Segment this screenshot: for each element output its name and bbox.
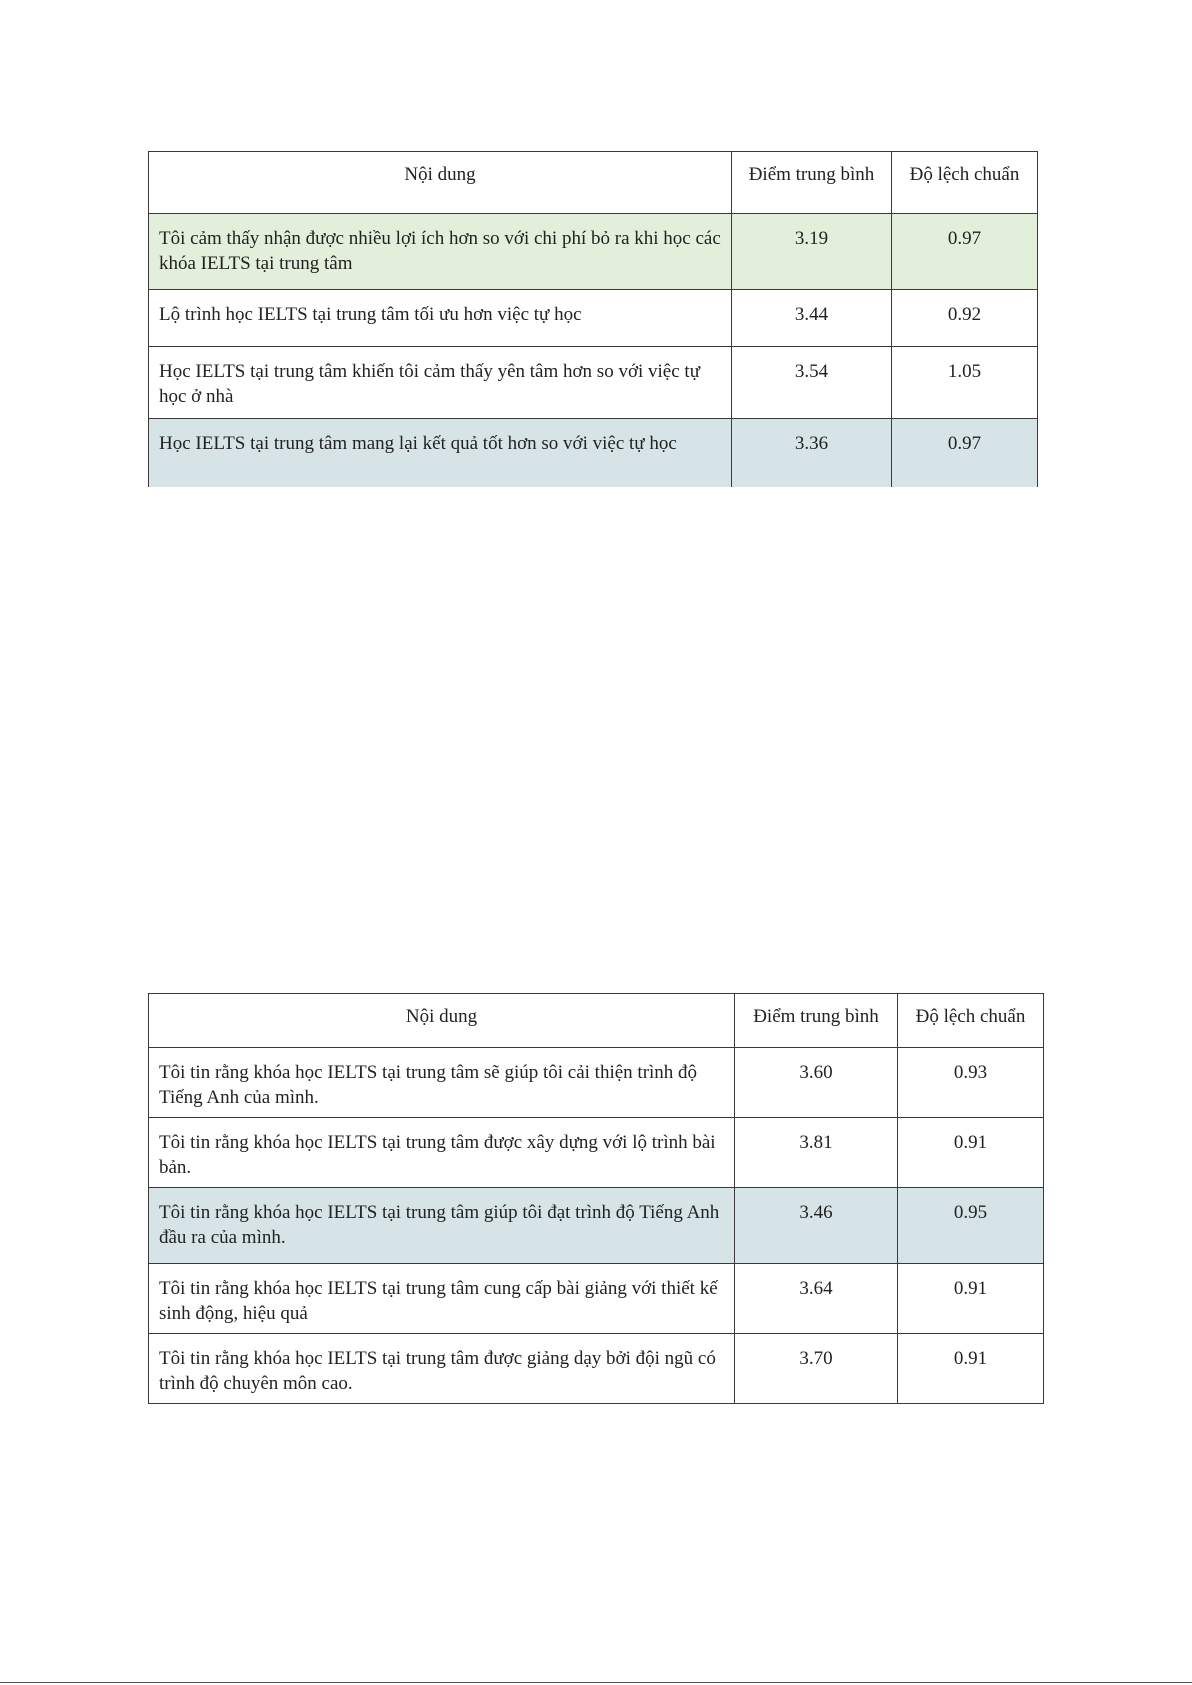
row-content: Tôi cảm thấy nhận được nhiều lợi ích hơn so với chi phí bỏ ra khi học các khóa IELTS tại trung tâm: [149, 214, 732, 290]
table-header-row: [149, 152, 1038, 214]
header-content: Nội dung: [149, 152, 732, 214]
row-content: Tôi tin rằng khóa học IELTS tại trung tâm được xây dựng với lộ trình bài bản.: [149, 1118, 735, 1188]
table-row: [149, 290, 1038, 347]
row-sd: 0.97: [892, 419, 1038, 487]
row-sd: 0.97: [892, 214, 1038, 290]
row-mean: 3.70: [735, 1334, 898, 1404]
row-mean: 3.81: [735, 1118, 898, 1188]
header-sd: Độ lệch chuẩn: [898, 994, 1044, 1048]
row-sd: 0.91: [898, 1264, 1044, 1334]
row-sd: 0.95: [898, 1188, 1044, 1264]
table-row: [149, 214, 1038, 290]
row-content: Tôi tin rằng khóa học IELTS tại trung tâm được giảng dạy bởi đội ngũ có trình độ chuyên môn cao.: [149, 1334, 735, 1404]
header-sd: Độ lệch chuẩn: [892, 152, 1038, 214]
row-content: Tôi tin rằng khóa học IELTS tại trung tâm giúp tôi đạt trình độ Tiếng Anh đầu ra của mình.: [149, 1188, 735, 1264]
row-sd: 0.91: [898, 1334, 1044, 1404]
row-content: Học IELTS tại trung tâm mang lại kết quả tốt hơn so với việc tự học: [149, 419, 732, 487]
row-mean: 3.64: [735, 1264, 898, 1334]
header-mean: Điểm trung bình: [732, 152, 892, 214]
row-content: Tôi tin rằng khóa học IELTS tại trung tâm cung cấp bài giảng với thiết kế sinh động, hiệu quả: [149, 1264, 735, 1334]
table-row: [149, 1264, 1044, 1334]
row-mean: 3.19: [732, 214, 892, 290]
row-mean: 3.36: [732, 419, 892, 487]
table-header-row: [149, 994, 1044, 1048]
row-sd: 1.05: [892, 347, 1038, 419]
row-sd: 0.92: [892, 290, 1038, 347]
row-content: Học IELTS tại trung tâm khiến tôi cảm thấy yên tâm hơn so với việc tự học ở nhà: [149, 347, 732, 419]
header-mean: Điểm trung bình: [735, 994, 898, 1048]
table-row: [149, 1188, 1044, 1264]
table-row: [149, 1334, 1044, 1404]
table-row: [149, 1048, 1044, 1118]
row-mean: 3.44: [732, 290, 892, 347]
row-mean: 3.60: [735, 1048, 898, 1118]
stats-table-2: [148, 993, 1044, 1404]
stats-table-1: [148, 151, 1038, 487]
row-mean: 3.46: [735, 1188, 898, 1264]
page-bottom-rule: [0, 1682, 1192, 1683]
row-content: Tôi tin rằng khóa học IELTS tại trung tâm sẽ giúp tôi cải thiện trình độ Tiếng Anh của mình.: [149, 1048, 735, 1118]
table-row: [149, 1118, 1044, 1188]
row-sd: 0.91: [898, 1118, 1044, 1188]
table-row: [149, 347, 1038, 419]
row-sd: 0.93: [898, 1048, 1044, 1118]
row-mean: 3.54: [732, 347, 892, 419]
row-content: Lộ trình học IELTS tại trung tâm tối ưu hơn việc tự học: [149, 290, 732, 347]
table-row: [149, 419, 1038, 487]
header-content: Nội dung: [149, 994, 735, 1048]
